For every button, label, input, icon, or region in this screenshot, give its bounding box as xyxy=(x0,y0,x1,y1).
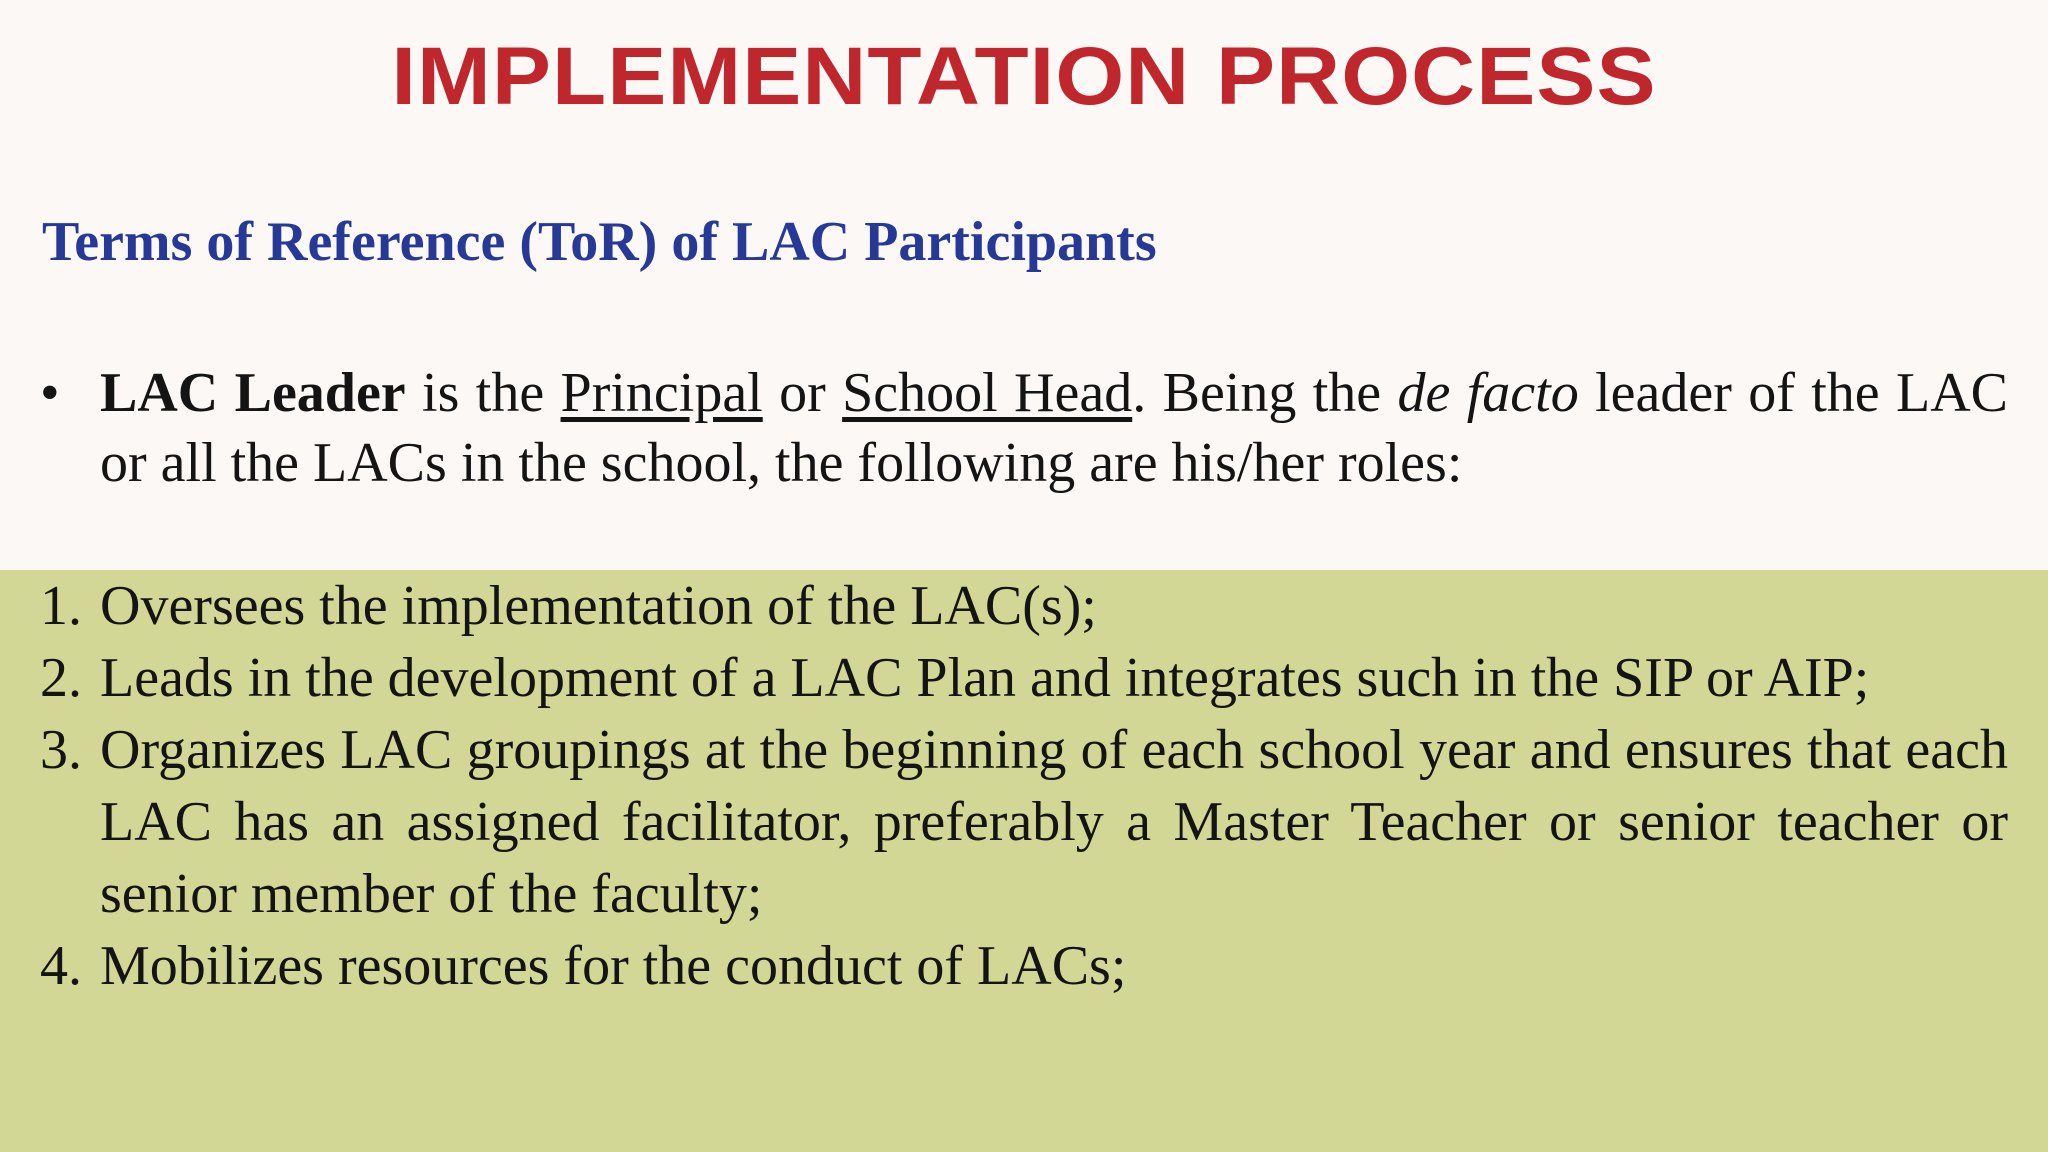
role-text: Organizes LAC groupings at the beginning of each school year and ensures that each LAC has an assigned facilitator, preferably a Master Teacher or senior teacher or senior member of the faculty; xyxy=(100,719,2008,925)
role-number: 3. xyxy=(40,719,82,781)
intro-text-being-the: . Being the xyxy=(1132,362,1398,424)
roles-list xyxy=(40,570,2008,1002)
role-item-4 xyxy=(40,930,2008,1002)
intro-text-is-the: is the xyxy=(405,362,561,424)
bullet-icon: • xyxy=(40,362,60,424)
role-item-3 xyxy=(40,714,2008,930)
role-number: 4. xyxy=(40,935,82,997)
intro-text-or: or xyxy=(762,362,843,424)
role-item-1 xyxy=(40,570,2008,642)
role-text: Oversees the implementation of the LAC(s); xyxy=(100,575,1097,637)
leader-role-label: LAC Leader xyxy=(100,362,406,424)
intro-bullet-row xyxy=(40,358,2008,498)
de-facto-term: de facto xyxy=(1397,362,1579,424)
intro-bullet xyxy=(40,358,2008,498)
school-head-term: School Head xyxy=(842,362,1133,424)
role-text: Mobilizes resources for the conduct of LACs; xyxy=(100,935,1127,997)
slide-subtitle: Terms of Reference (ToR) of LAC Participants xyxy=(42,211,1157,273)
intro-text-rest: leader of the LAC or all the LACs in the school, the following are his/her roles: xyxy=(100,362,2009,494)
role-item-2 xyxy=(40,642,2008,714)
intro-bullet-text xyxy=(100,358,2008,498)
role-number: 1. xyxy=(40,575,82,637)
principal-term: Principal xyxy=(560,362,763,424)
slide-title: IMPLEMENTATION PROCESS xyxy=(391,31,1657,122)
role-number: 2. xyxy=(40,647,82,709)
role-text: Leads in the development of a LAC Plan and integrates such in the SIP or AIP; xyxy=(100,647,1870,709)
